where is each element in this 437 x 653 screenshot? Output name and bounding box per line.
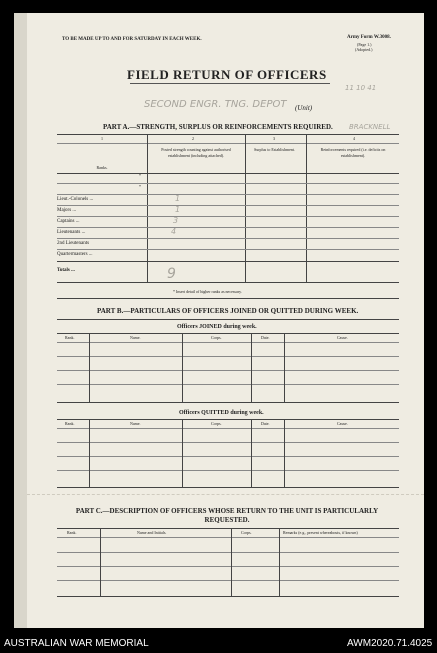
joined-title: Officers JOINED during week. [177, 324, 257, 330]
row-rule [57, 370, 399, 371]
rank-2nd-lieutenants: 2nd Lieutenants [57, 241, 90, 246]
part-b-top-rule [57, 319, 399, 320]
quitted-col-divider [182, 419, 183, 487]
part-a-top-rule [57, 134, 399, 135]
joined-col-divider [251, 333, 252, 402]
rank-quartermasters: Quartermasters ... [57, 252, 93, 257]
posted-captains: 1 [175, 205, 181, 214]
part-c-bottom-rule [57, 596, 399, 597]
rank-star-2: * [139, 184, 141, 189]
row-rule [57, 442, 399, 443]
date-handwritten: 11 10 41 [345, 84, 377, 92]
quitted-title: Officers QUITTED during week. [179, 410, 264, 416]
col-number-1: 1 [101, 136, 103, 141]
title-underline [130, 83, 330, 84]
row-rule [57, 552, 399, 553]
row-rule [57, 249, 399, 250]
instruction-text: TO BE MADE UP TO AND FOR SATURDAY IN EACH WEEK. [62, 37, 202, 42]
col-header-ranks: Ranks. [96, 165, 108, 170]
col-number-3: 3 [273, 136, 275, 141]
part-c-col-name: Name and Initials. [137, 530, 167, 535]
quitted-top-rule [57, 419, 399, 420]
part-c-heading: PART C.—DESCRIPTION OF OFFICERS WHOSE RETURN TO THE UNIT IS PARTICULARLY REQUESTED. [75, 507, 379, 524]
joined-col-cause: Cause. [337, 335, 348, 340]
part-c-col-divider [231, 528, 232, 596]
joined-top-rule [57, 333, 399, 334]
part-a-end-rule [57, 298, 399, 299]
rank-lieut-colonels: Lieut.-Colonels ... [57, 197, 94, 202]
header-bottom-rule [57, 173, 399, 174]
part-c-col-remarks: Remarks (e.g., present whereabouts, if known) [283, 530, 358, 535]
footer-institution: AUSTRALIAN WAR MEMORIAL [4, 638, 149, 649]
col-header-posted: Posted strength counting against authorised establishment (including attached). [161, 147, 231, 158]
col-number-rule [57, 143, 399, 144]
col-number-2: 2 [192, 136, 194, 141]
form-adopted: (Adopted.) [355, 47, 373, 52]
joined-col-date: Date. [261, 335, 270, 340]
row-rule [57, 216, 399, 217]
quitted-bottom-rule [57, 487, 399, 488]
joined-col-divider [89, 333, 90, 402]
part-c-col-divider [279, 528, 280, 596]
quitted-col-rank: Rank. [65, 421, 75, 426]
footer-accession-number: AWM2020.71.4025 [347, 638, 433, 649]
row-rule [57, 580, 399, 581]
totals-top-rule [57, 261, 399, 262]
joined-bottom-rule [57, 402, 399, 403]
rank-star-1: * [139, 173, 141, 178]
form-id: Army Form W.3008. [347, 35, 391, 40]
row-rule [57, 205, 399, 206]
row-rule [57, 428, 399, 429]
fold-line [27, 494, 424, 495]
form-page [27, 13, 424, 628]
rank-majors: Majors ... [57, 208, 77, 213]
form-page: (Page 1.) [357, 42, 372, 47]
joined-col-rank: Rank. [65, 335, 75, 340]
part-c-col-divider [100, 528, 101, 596]
quitted-col-date: Date. [261, 421, 270, 426]
joined-col-name: Name. [130, 335, 141, 340]
col-number-4: 4 [353, 136, 355, 141]
part-b-heading: PART B.—PARTICULARS OF OFFICERS JOINED OR QUITTED DURING WEEK. [97, 307, 359, 315]
row-rule [57, 537, 399, 538]
part-c-col-corps: Corps. [241, 530, 252, 535]
row-rule [57, 227, 399, 228]
row-rule [57, 384, 399, 385]
quitted-col-divider [89, 419, 90, 487]
part-c-top-rule [57, 528, 399, 529]
col-header-reinforcements: Reinforcements required (i.e. deficits on establishment). [320, 147, 386, 158]
row-rule [57, 342, 399, 343]
unit-handwritten: SECOND ENGR. TNG. DEPOT [144, 99, 287, 110]
row-rule [57, 566, 399, 567]
row-rule [57, 456, 399, 457]
row-rule [57, 238, 399, 239]
quitted-col-corps: Corps. [211, 421, 222, 426]
col-divider-2 [245, 134, 246, 282]
quitted-col-divider [284, 419, 285, 487]
paper-edge [14, 13, 27, 628]
joined-col-divider [182, 333, 183, 402]
part-a-heading: PART A.—STRENGTH, SURPLUS OR REINFORCEMENTS REQUIRED. [103, 123, 333, 131]
row-rule [57, 356, 399, 357]
totals-label: Totals ... [57, 268, 75, 273]
col-header-surplus: Surplus to Establishment. [254, 147, 295, 152]
rank-lieutenants: Lieutenants ... [57, 230, 86, 235]
posted-2nd-lieutenants: 4 [171, 227, 177, 236]
posted-majors: 1 [175, 194, 181, 203]
row-rule [57, 194, 399, 195]
totals-bottom-rule [57, 282, 399, 283]
quitted-col-divider [251, 419, 252, 487]
row-rule [57, 470, 399, 471]
joined-col-divider [284, 333, 285, 402]
col-divider-1 [147, 134, 148, 282]
page-title: FIELD RETURN OF OFFICERS [127, 67, 327, 82]
quitted-col-cause: Cause. [337, 421, 348, 426]
part-c-col-rank: Rank. [67, 530, 77, 535]
col-divider-3 [306, 134, 307, 282]
posted-total: 9 [167, 266, 176, 282]
rank-captains: Captains ... [57, 219, 80, 224]
quitted-col-name: Name. [130, 421, 141, 426]
part-a-footnote: * Insert detail of higher ranks as necessary. [173, 289, 242, 294]
posted-lieutenants: 3 [173, 216, 179, 225]
unit-label: (Unit) [295, 104, 313, 112]
row-rule [57, 183, 399, 184]
joined-col-corps: Corps. [211, 335, 222, 340]
place-handwritten: BRACKNELL [349, 123, 391, 131]
